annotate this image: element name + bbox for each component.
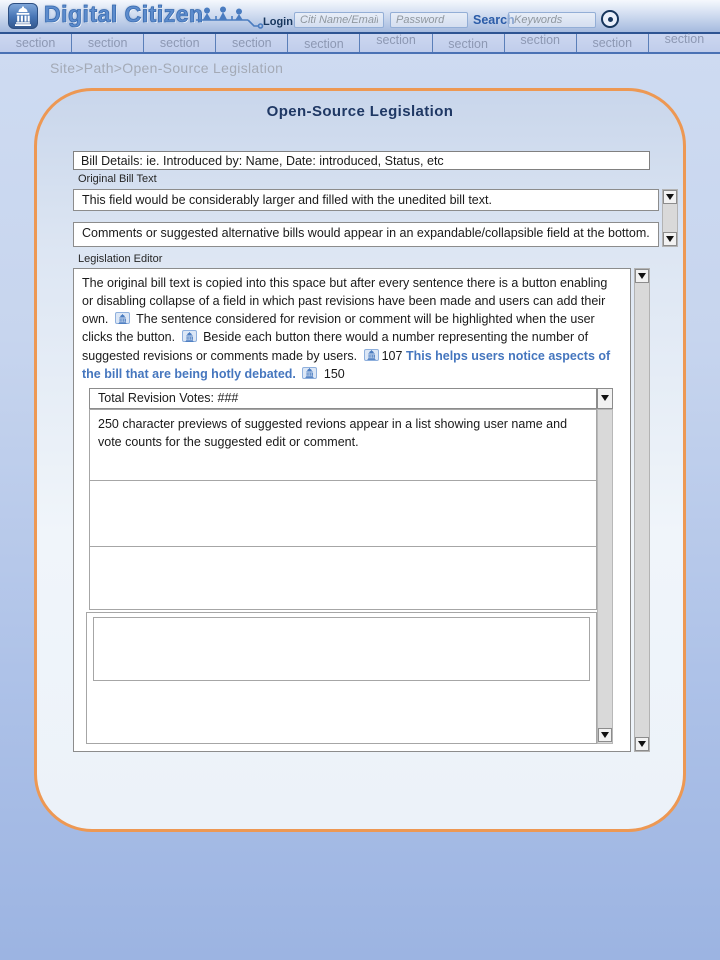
search-label: Search [473, 13, 515, 27]
editor-text: The original bill text is copied into this space but after every sentence there is a button enabling or disabling collapse of a field in which past revisions have been made and users can add their own. [82, 276, 608, 327]
total-revision-votes-header[interactable]: Total Revision Votes: ### [89, 388, 597, 409]
capitol-building-sentence-button[interactable] [115, 312, 130, 324]
revision-preview-row[interactable]: 250 character previews of suggested revions appear in a list showing user name and vote counts for the suggested edit or comment. [89, 409, 597, 481]
triangle-down-icon [666, 194, 674, 200]
triangle-down-icon [666, 236, 674, 242]
connected-citizens-icon [196, 3, 264, 31]
nav-item-section-7[interactable]: section [433, 34, 505, 52]
revision-list-scrollbar[interactable] [597, 409, 613, 744]
editor-text: Beside each button there would a number representing the number of suggested revisions or comments made by users. [82, 330, 589, 363]
content-panel [34, 88, 686, 832]
revision-list-panel [89, 388, 613, 744]
scroll-down-button[interactable] [635, 737, 649, 751]
legislation-editor-section [73, 268, 650, 752]
scrollbar-track[interactable] [663, 204, 677, 232]
original-bill-text-label: Original Bill Text [78, 173, 157, 185]
revision-preview-row[interactable] [89, 546, 597, 610]
collapse-toggle-down-button[interactable] [663, 232, 677, 246]
nav-item-section-4[interactable]: section [216, 34, 288, 52]
capitol-building-sentence-button[interactable] [182, 330, 197, 342]
comment-entry-field[interactable] [86, 612, 597, 744]
revision-count: 150 [323, 366, 345, 381]
capitol-building-logo-icon[interactable] [8, 3, 38, 29]
site-header [0, 0, 720, 32]
original-bill-section [73, 189, 650, 247]
votes-dropdown-button[interactable] [597, 388, 613, 409]
username-field[interactable] [294, 12, 384, 28]
collapse-toggle-up-button[interactable] [663, 190, 677, 204]
brand-title: Digital Citizen [44, 1, 204, 27]
triangle-down-icon [638, 273, 646, 279]
scroll-down-button[interactable] [598, 728, 612, 742]
nav-item-section-1[interactable]: section [0, 34, 72, 52]
triangle-down-icon [601, 395, 609, 401]
legislation-editor-label: Legislation Editor [78, 253, 163, 265]
triangle-down-icon [601, 732, 609, 738]
bill-comments-box[interactable]: Comments or suggested alternative bills would appear in an expandable/collapsible field at the bottom. [73, 222, 659, 247]
original-bill-text-box[interactable]: This field would be considerably larger and filled with the unedited bill text. [73, 189, 659, 211]
editor-paragraph [82, 274, 620, 383]
highlight-note: This helps users notice aspects of the bill that are being hotly debated. [82, 348, 611, 381]
search-input[interactable] [508, 12, 596, 28]
capitol-building-sentence-button[interactable] [302, 367, 317, 379]
nav-item-section-6[interactable]: section [360, 34, 432, 52]
login-label: Login [263, 16, 293, 28]
comment-entry-inner-box[interactable] [93, 617, 590, 681]
nav-item-section-5[interactable]: section [288, 34, 360, 52]
original-bill-scrollbar[interactable] [662, 189, 678, 247]
capitol-building-sentence-button[interactable] [364, 349, 379, 361]
nav-item-section-10[interactable]: section [664, 32, 705, 46]
scrollbar-track[interactable] [635, 283, 649, 737]
legislation-editor-box[interactable] [73, 268, 631, 752]
nav-item-section-8[interactable]: section [505, 34, 577, 52]
editor-scrollbar[interactable] [634, 268, 650, 752]
scroll-up-button[interactable] [635, 269, 649, 283]
nav-item-section-3[interactable]: section [144, 34, 216, 52]
triangle-down-icon [638, 741, 646, 747]
editor-text: The sentence considered for revision or comment will be highlighted when the user clicks the button. [82, 312, 595, 345]
breadcrumb[interactable]: Site>Path>Open-Source Legislation [50, 60, 284, 76]
nav-item-section-2[interactable]: section [72, 34, 144, 52]
revision-count: 107 [381, 348, 403, 363]
nav-item-section-9[interactable]: section [577, 34, 649, 52]
bill-details-field[interactable]: Bill Details: ie. Introduced by: Name, Date: introduced, Status, etc [73, 151, 650, 170]
section-nav [0, 32, 720, 54]
search-go-button[interactable] [601, 10, 619, 28]
page-title: Open-Source Legislation [266, 103, 454, 120]
revision-preview-row[interactable] [89, 480, 597, 547]
password-field[interactable] [390, 12, 468, 28]
